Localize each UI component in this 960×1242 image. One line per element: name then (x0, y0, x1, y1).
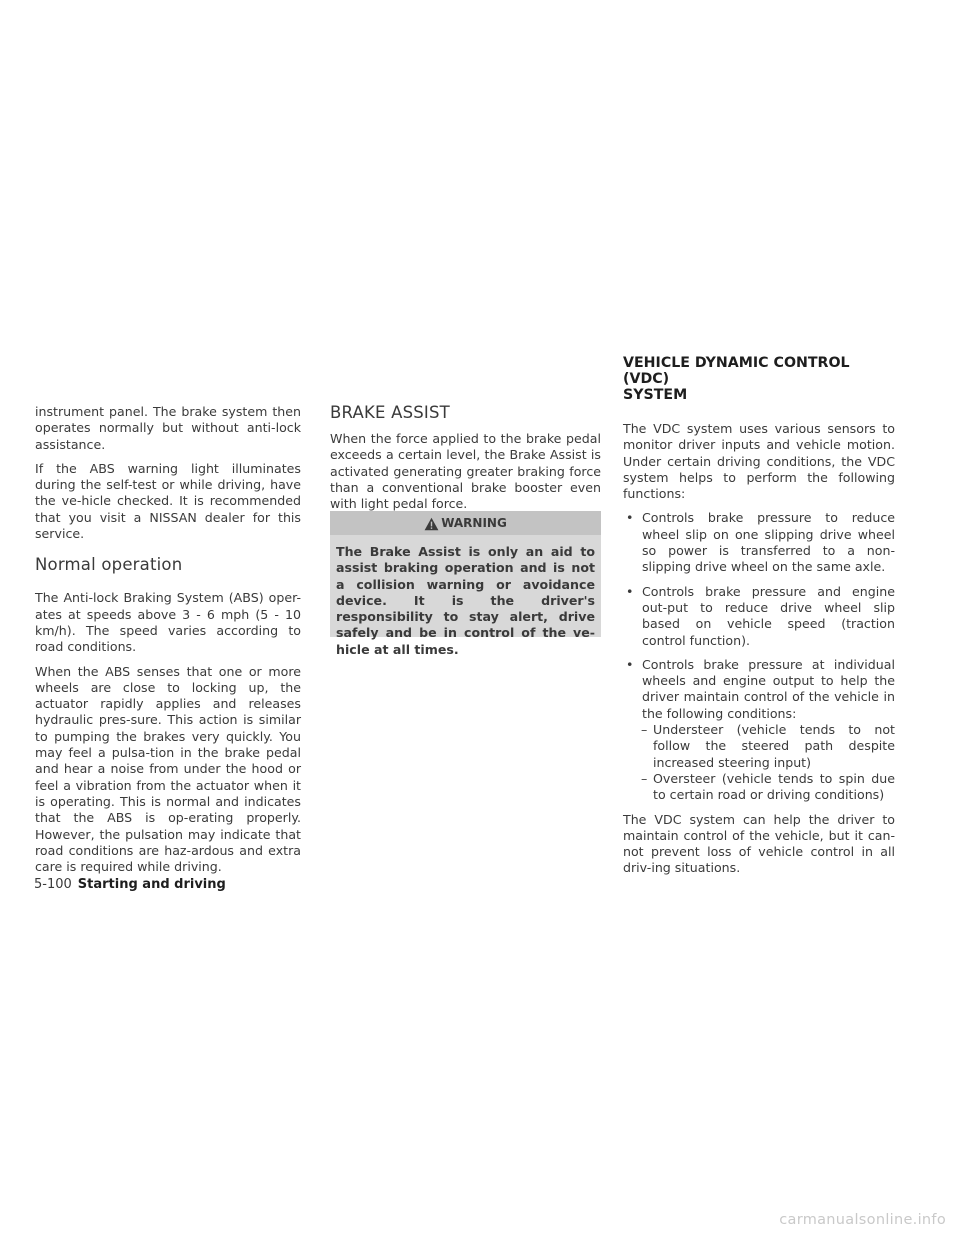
dash-marker: – (641, 770, 648, 786)
bullet-marker: • (626, 583, 634, 599)
paragraph-abs-speed: The Anti-lock Braking System (ABS) oper-ates at speeds above 3 - 6 mph (5 - 10 km/h). The speed varies according to road conditions. (35, 590, 301, 655)
bullet-text: Controls brake pressure at individual wheels and engine output to help the driver maintain control of the vehicle in the following conditions: (642, 656, 895, 721)
list-item (623, 657, 895, 722)
page-number: 5-100 (34, 877, 72, 892)
warning-triangle-icon (424, 516, 439, 530)
dash-marker: – (641, 722, 648, 738)
page-footer (34, 877, 226, 892)
heading-vdc-line1: VEHICLE DYNAMIC CONTROL (VDC) (623, 355, 850, 387)
paragraph-abs-warning-light: If the ABS warning light illuminates during the self-test or while driving, have the ve-hicle checked. It is recommended that you visit a NISSAN dealer for this service. (35, 460, 301, 542)
paragraph-vdc-limitation: The VDC system can help the driver to maintain control of the vehicle, but it can-not prevent loss of vehicle control in all driv-ing situations. (623, 811, 895, 876)
bullet-marker: • (626, 510, 634, 526)
column-left (35, 404, 301, 883)
sub-list-item (623, 771, 895, 804)
heading-brake-assist: BRAKE ASSIST (330, 403, 450, 422)
heading-vdc-line2: SYSTEM (623, 387, 688, 403)
bullet-marker: • (626, 656, 634, 672)
warning-header (330, 511, 601, 535)
sub-bullet-text: Understeer (vehicle tends to not follow the steered path despite increased steering input) (653, 722, 895, 770)
bullet-text: Controls brake pressure to reduce wheel slip on one slipping drive wheel so power is transferred to a non-slipping drive wheel on the same axle. (642, 510, 895, 575)
heading-normal-operation: Normal operation (35, 555, 183, 575)
warning-title: WARNING (441, 516, 507, 530)
paragraph-abs-operation: When the ABS senses that one or more wheels are close to locking up, the actuator rapidly applies and releases hydraulic pres-sure. This action is similar to pumping the brakes very quickly. You may feel a pulsa-tion in the brake pedal and hear a noise from under the hood or feel a vibration from the actuator when it is operating. This is normal and indicates that the ABS is op-erating properly. However, the pulsation may indicate that road conditions are haz-ardous and extra care is required while driving. (35, 663, 301, 875)
section-title: Starting and driving (77, 877, 226, 892)
list-item (623, 584, 895, 649)
column-middle (330, 403, 601, 520)
column-right (623, 355, 895, 885)
sub-bullet-text: Oversteer (vehicle tends to spin due to certain road or driving conditions) (653, 770, 895, 803)
watermark: carmanualsonline.info (779, 1212, 946, 1228)
list-item (623, 510, 895, 575)
sub-list-item (623, 722, 895, 771)
paragraph-abs-intro: instrument panel. The brake system then operates normally but without anti-lock assistance. (35, 404, 301, 452)
warning-text: The Brake Assist is only an aid to assist braking operation and is not a collision warning or avoidance device. It is the driver's responsibility to stay alert, drive safely and be in control of the ve-hicle at all times. (336, 544, 595, 657)
warning-box (330, 511, 601, 657)
paragraph-vdc-intro: The VDC system uses various sensors to monitor driver inputs and vehicle motion. Under certain driving conditions, the VDC system helps to perform the following functions: (623, 421, 895, 502)
bullet-text: Controls brake pressure and engine out-put to reduce drive wheel slip based on vehicle speed (traction control function). (642, 583, 895, 648)
paragraph-brake-assist: When the force applied to the brake pedal exceeds a certain level, the Brake Assist is activated generating greater braking force than a conventional brake booster even with light pedal force. (330, 431, 601, 512)
